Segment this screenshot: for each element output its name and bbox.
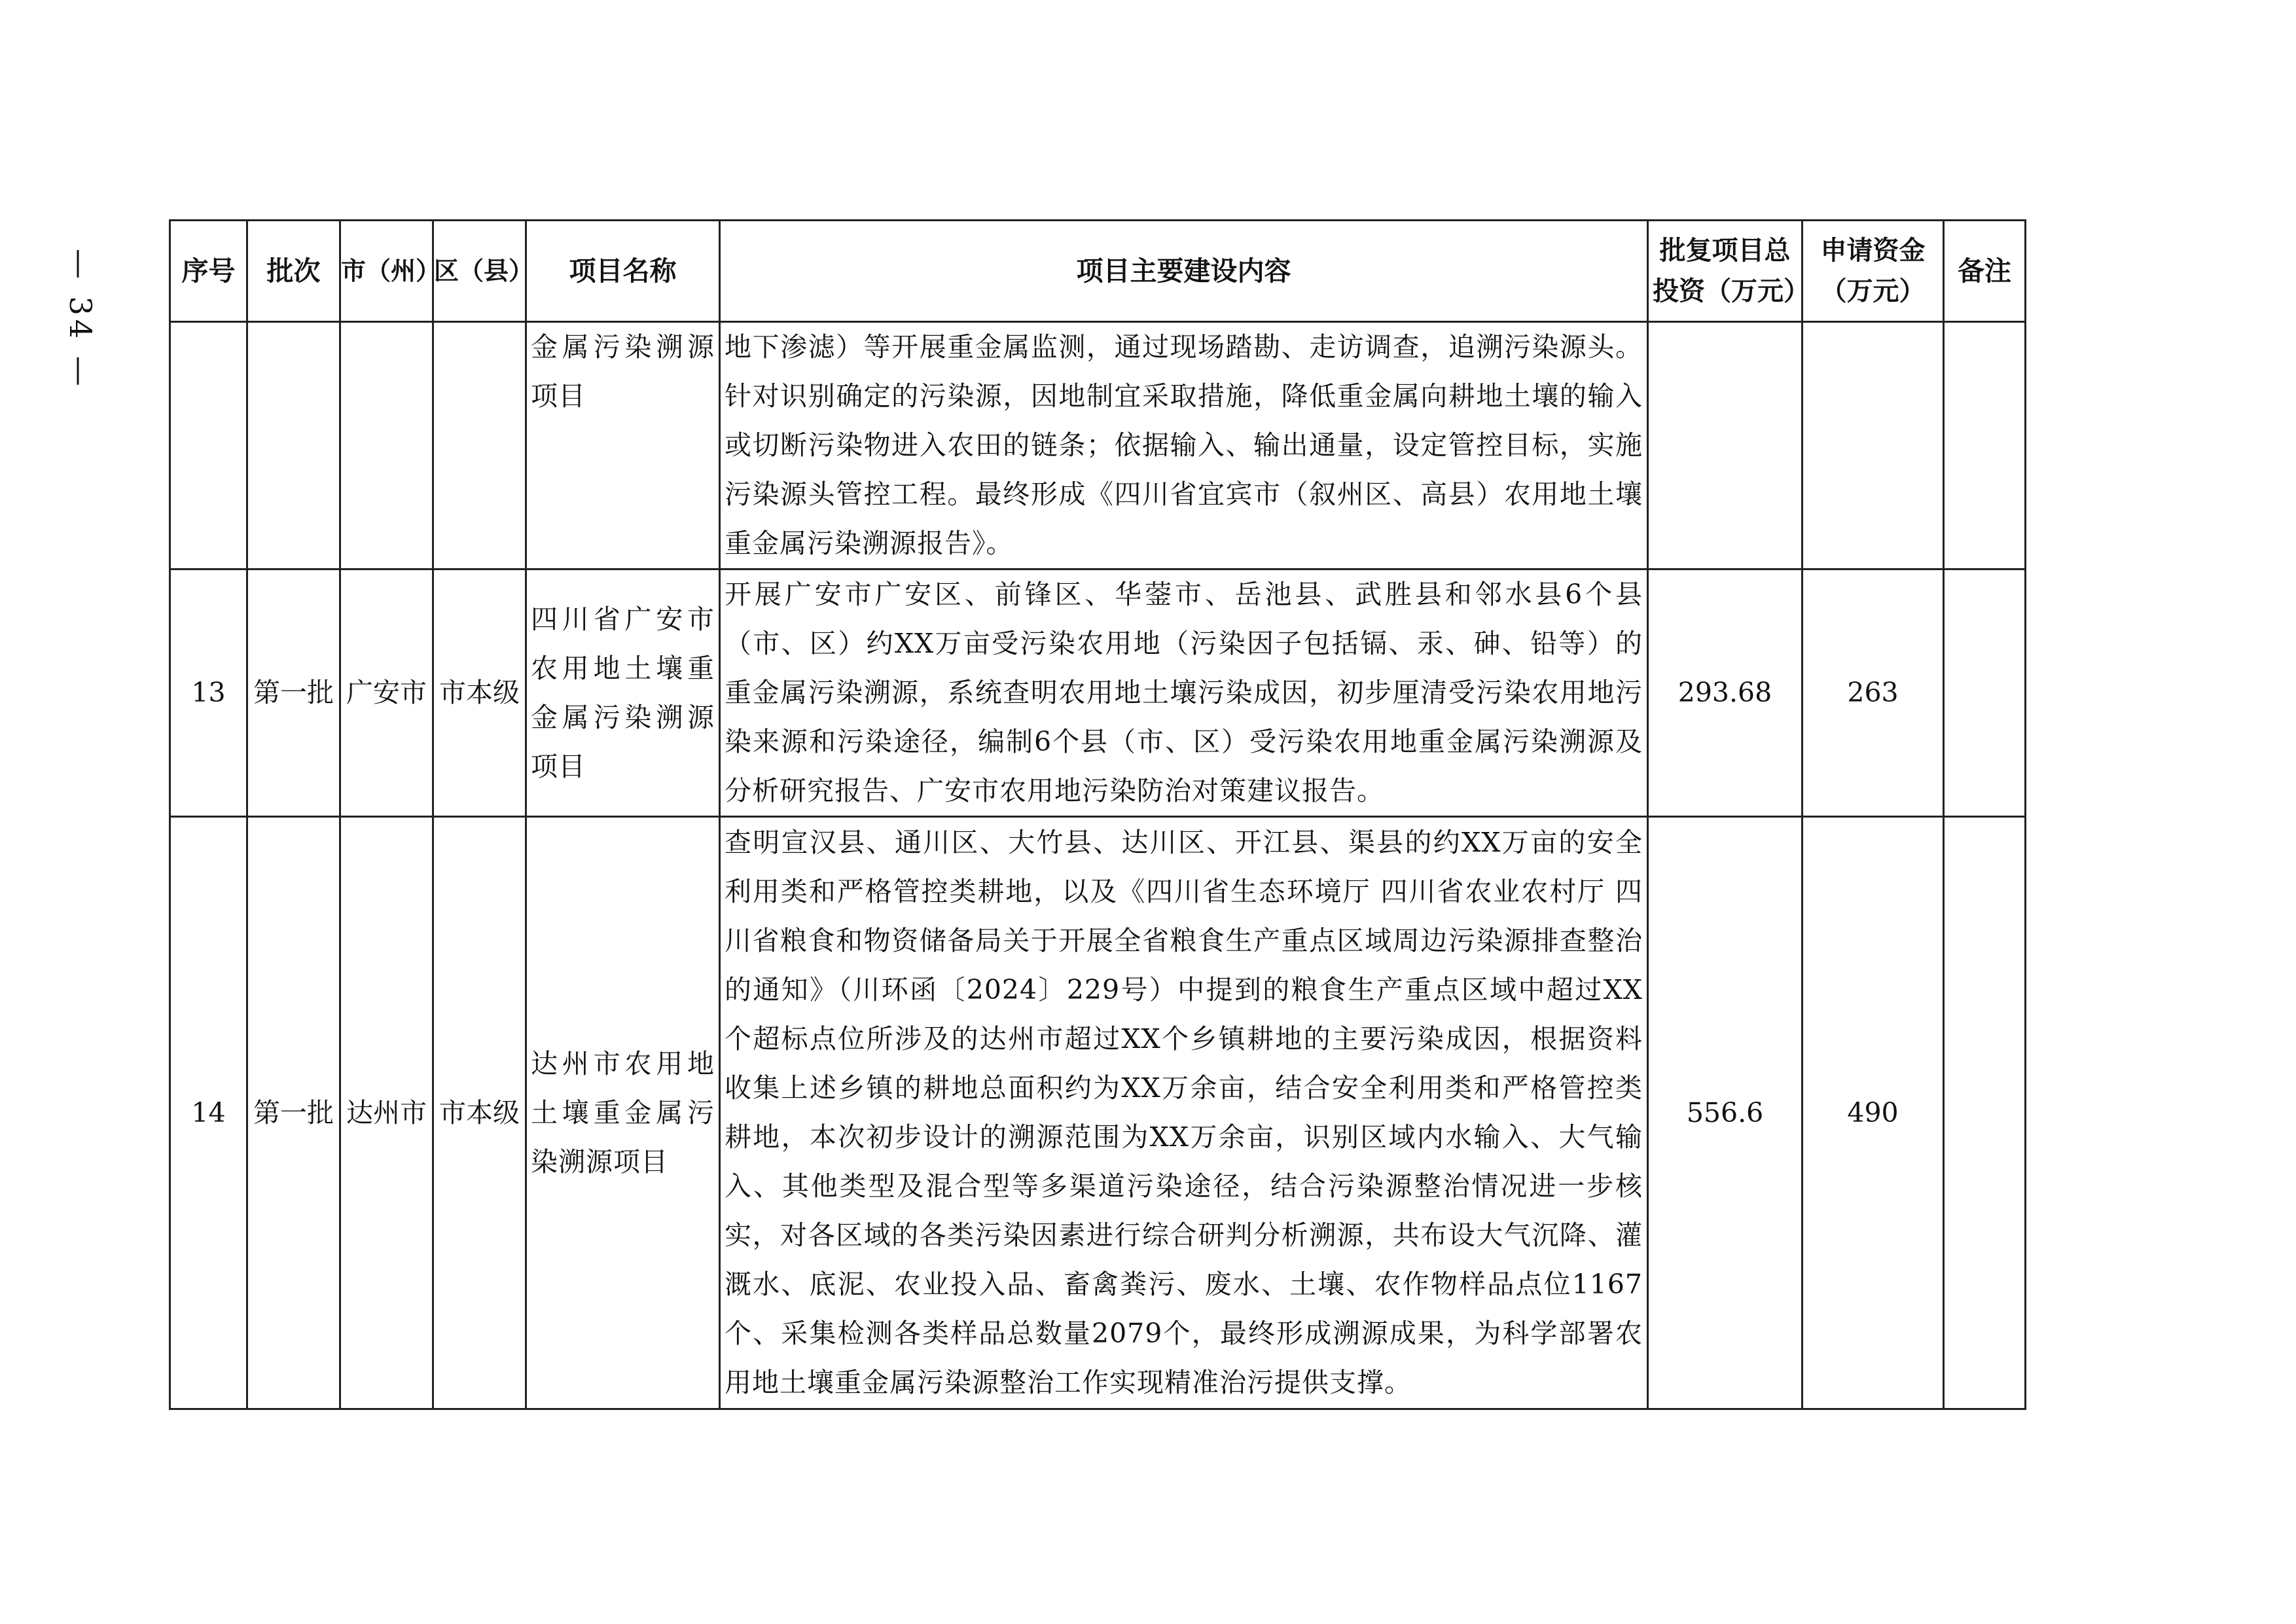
cell-project-name — [526, 569, 720, 817]
cell-funds — [1803, 322, 1944, 569]
page-number: — 34 — — [63, 249, 98, 390]
cell-seq: 14 — [170, 817, 247, 1409]
cell-district: 市本级 — [433, 569, 526, 817]
cell-project-name — [526, 322, 720, 569]
cell-seq — [170, 322, 247, 569]
cell-investment: 556.6 — [1648, 817, 1803, 1409]
header-investment: 批复项目总投资（万元） — [1648, 221, 1803, 322]
content-text: 开展广安市广安区、前锋区、华蓥市、岳池县、武胜县和邻水县6个县（市、区）约XX万亩受污染农用地（污染因子包括镉、汞、砷、铅等）的重金属污染溯源，系统查明农用地土壤污染成因，初步厘清受污染农用地污染来源和污染途径，编制6个县（市、区）受污染农用地重金属污染溯源及分析研究报告、广安市农用地污染防治对策建议报告。 — [725, 579, 1643, 806]
project-name-text: 金属污染溯源项目 — [531, 331, 715, 412]
cell-batch — [247, 322, 340, 569]
header-funds: 申请资金（万元） — [1803, 221, 1944, 322]
table-row — [170, 322, 2026, 569]
cell-content — [720, 817, 1648, 1409]
cell-investment: 293.68 — [1648, 569, 1803, 817]
cell-funds: 263 — [1803, 569, 1944, 817]
header-batch: 批次 — [247, 221, 340, 322]
cell-city: 达州市 — [340, 817, 433, 1409]
header-district: 区（县） — [433, 221, 526, 322]
cell-remark — [1944, 569, 2026, 817]
header-city: 市（州） — [340, 221, 433, 322]
cell-project-name — [526, 817, 720, 1409]
cell-district: 市本级 — [433, 817, 526, 1409]
header-project-name: 项目名称 — [526, 221, 720, 322]
table-row — [170, 817, 2026, 1409]
header-remark: 备注 — [1944, 221, 2026, 322]
cell-funds: 490 — [1803, 817, 1944, 1409]
cell-city: 广安市 — [340, 569, 433, 817]
cell-content — [720, 322, 1648, 569]
content-text: 地下渗滤）等开展重金属监测，通过现场踏勘、走访调查，追溯污染源头。针对识别确定的污染源，因地制宜采取措施，降低重金属向耕地土壤的输入或切断污染物进入农田的链条；依据输入、输出通量，设定管控目标，实施污染源头管控工程。最终形成《四川省宜宾市（叙州区、高县）农用地土壤重金属污染溯源报告》。 — [725, 331, 1643, 559]
cell-investment — [1648, 322, 1803, 569]
cell-batch: 第一批 — [247, 817, 340, 1409]
header-row — [170, 221, 2026, 322]
content-text: 查明宣汉县、通川区、大竹县、达川区、开江县、渠县的约XX万亩的安全利用类和严格管控类耕地，以及《四川省生态环境厅 四川省农业农村厅 四川省粮食和物资储备局关于开展全省粮食生产重点区域周边污染源排查整治的通知》（川环函〔2024〕229号）中提到的粮食生产重点区域中超过XX个超标点位所涉及的达州市超过XX个乡镇耕地的主要污染成因，根据资料收集上述乡镇的耕地总面积约为XX万余亩，结合安全利用类和严格管控类耕地，本次初步设计的溯源范围为XX万余亩，识别区域内水输入、大气输入、其他类型及混合型等多渠道污染途径，结合污染源整治情况进一步核实，对各区域的各类污染因素进行综合研判分析溯源，共布设大气沉降、灌溉水、底泥、农业投入品、畜禽粪污、废水、土壤、农作物样品点位1167个、采集检测各类样品总数量2079个，最终形成溯源成果，为科学部署农用地土壤重金属污染源整治工作实现精准治污提供支撑。 — [725, 827, 1643, 1398]
project-table — [169, 219, 2026, 1410]
header-seq: 序号 — [170, 221, 247, 322]
cell-remark — [1944, 322, 2026, 569]
cell-remark — [1944, 817, 2026, 1409]
table-row — [170, 569, 2026, 817]
project-name-text: 四川省广安市农用地土壤重金属污染溯源项目 — [531, 603, 715, 782]
cell-district — [433, 322, 526, 569]
cell-city — [340, 322, 433, 569]
project-name-text: 达州市农用地土壤重金属污染溯源项目 — [531, 1047, 715, 1178]
header-content: 项目主要建设内容 — [720, 221, 1648, 322]
cell-seq: 13 — [170, 569, 247, 817]
cell-content — [720, 569, 1648, 817]
cell-batch: 第一批 — [247, 569, 340, 817]
